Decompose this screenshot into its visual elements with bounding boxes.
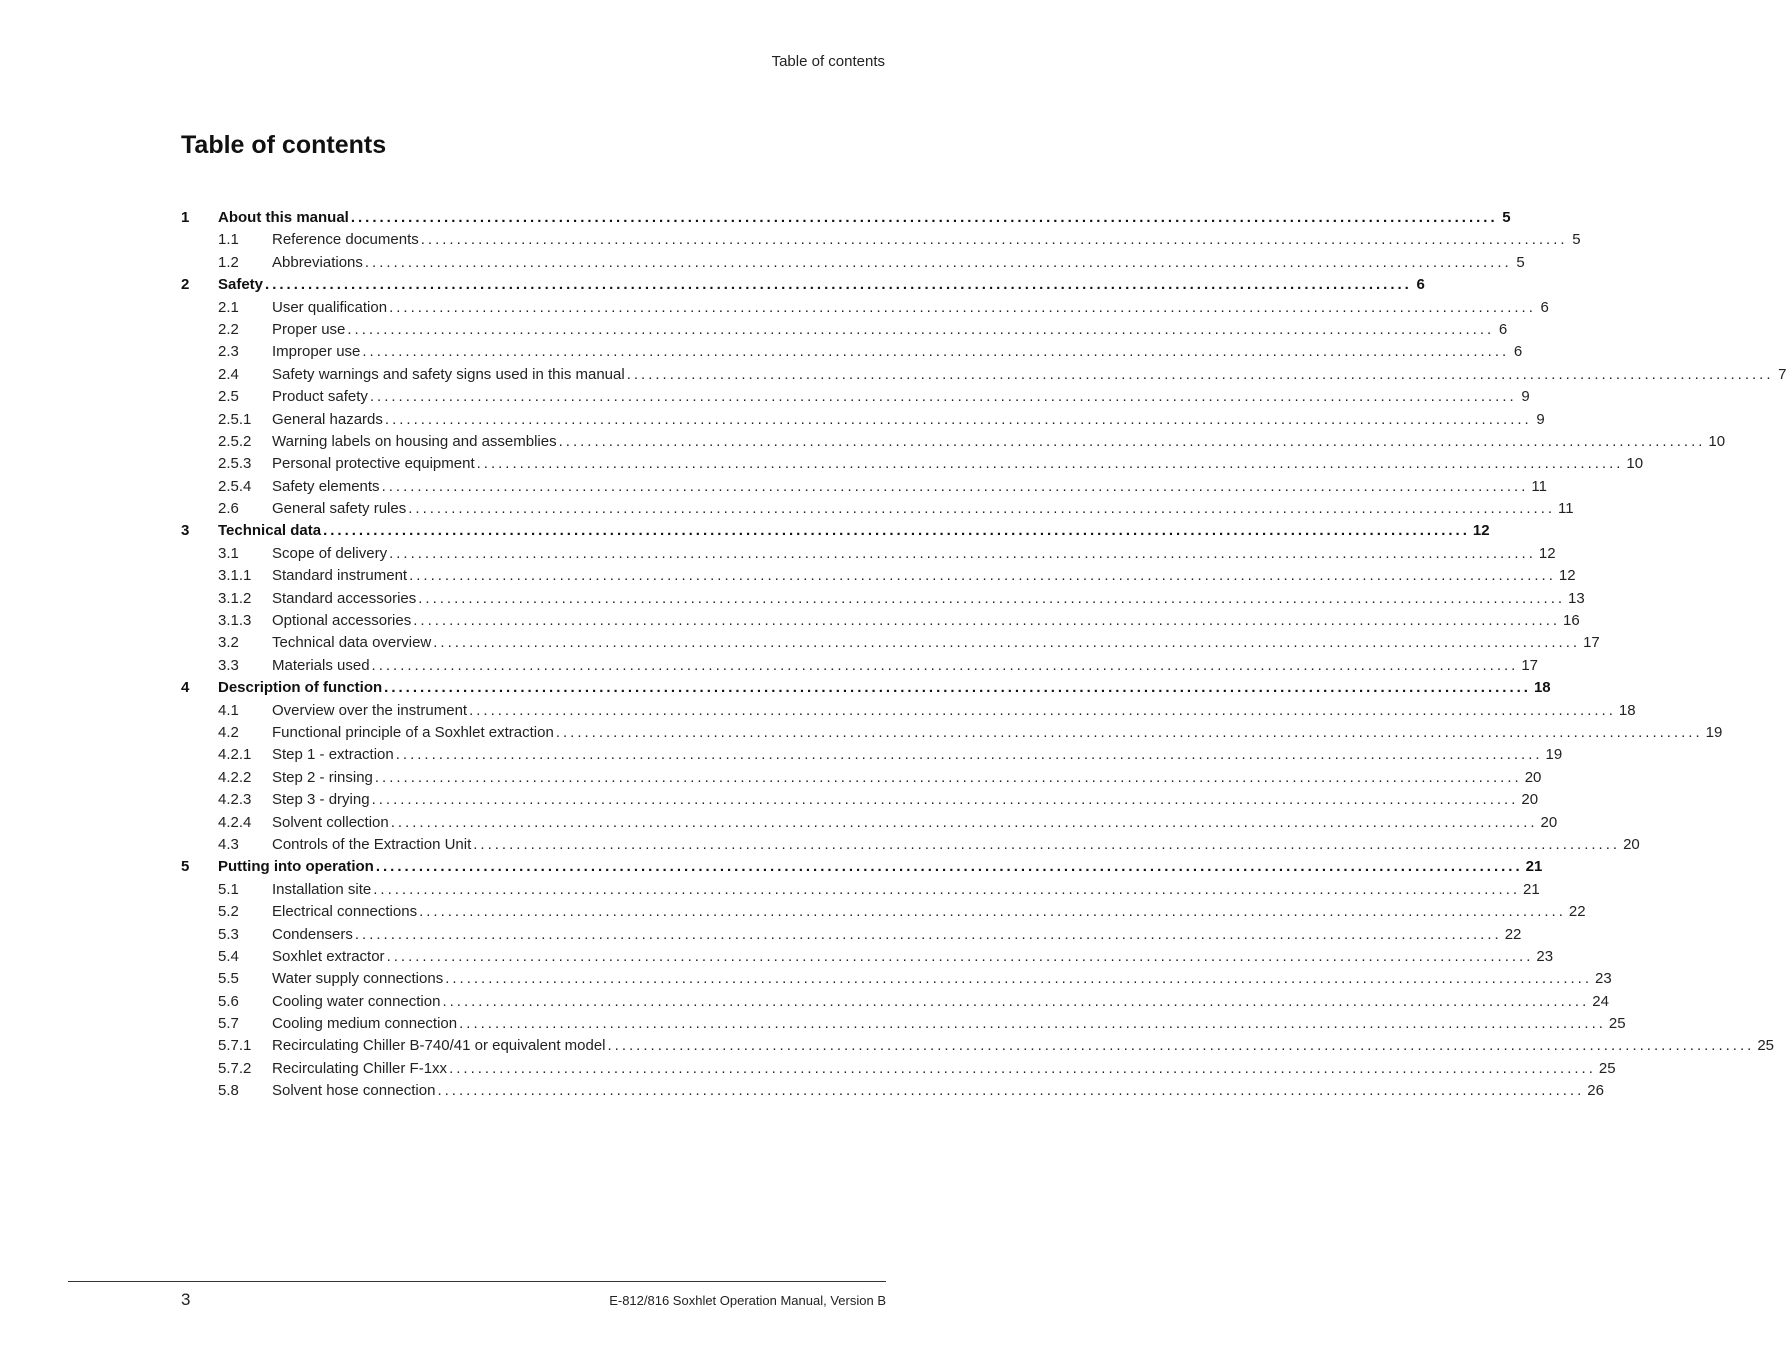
dot-leader: ................................................................................................................................................................ [408,500,1556,518]
toc-section-entry[interactable] [181,946,1554,968]
dot-leader: ................................................................................................................................................................ [347,320,1495,338]
toc-section-entry[interactable] [181,1013,1626,1035]
toc-section-entry[interactable] [181,453,1644,475]
toc-entry-title: Scope of delivery [272,544,388,562]
toc-entry-page: 12 [1558,567,1576,585]
toc-entry-page: 25 [1757,1037,1774,1055]
toc-entry-title: User qualification [272,298,388,316]
toc-entry-line [272,879,1540,901]
toc-section-entry[interactable] [181,968,1612,990]
toc-entry-line [272,1035,1774,1057]
toc-entry-line [218,677,1551,699]
toc-entry-page: 11 [1531,477,1547,495]
toc-entry-title: Solvent collection [272,813,389,831]
toc-section-entry[interactable] [181,655,1539,677]
toc-entry-title: Warning labels on housing and assemblies [272,432,557,450]
table-of-contents [181,207,1787,1103]
toc-entry-page: 6 [1513,343,1523,361]
toc-section-entry[interactable] [181,341,1523,363]
toc-entry-title: Recirculating Chiller F-1xx [272,1059,448,1077]
toc-entry-page: 20 [1524,768,1542,786]
toc-entry-number: 2.6 [218,500,239,518]
toc-entry-number: 2.4 [218,365,239,383]
toc-entry-title: Abbreviations [272,253,363,271]
dot-leader: ................................................................................................................................................................ [420,231,1568,249]
dot-leader: ................................................................................................................................................................ [362,343,1510,361]
toc-entry-line [272,498,1574,520]
dot-leader: ................................................................................................................................................................ [265,276,1412,294]
toc-section-entry[interactable] [181,1035,1774,1057]
dot-leader: ................................................................................................................................................................ [442,992,1590,1010]
toc-entry-line [272,431,1726,453]
toc-section-entry[interactable] [181,924,1522,946]
toc-entry-line [272,476,1547,498]
toc-entry-page: 12 [1472,522,1490,540]
toc-entry-title: Solvent hose connection [272,1082,436,1100]
toc-entry-line [272,386,1530,408]
dot-leader: ................................................................................................................................................................ [375,858,1523,876]
toc-entry-number: 2.5.4 [218,477,252,495]
toc-section-entry[interactable] [181,229,1581,251]
toc-entry-number: 2.1 [218,298,239,316]
toc-entry-number: 2.5 [218,388,239,406]
toc-entry-number: 4.2.4 [218,813,252,831]
dot-leader: ................................................................................................................................................................ [381,477,1529,495]
toc-entry-line [272,946,1554,968]
dot-leader: ................................................................................................................................................................ [386,947,1534,965]
toc-entry-title: Overview over the instrument [272,701,468,719]
toc-section-entry[interactable] [181,319,1508,341]
toc-entry-title: Recirculating Chiller B-740/41 or equivalent model [272,1037,606,1055]
toc-entry-line [272,252,1525,274]
dot-leader: ................................................................................................................................................................ [371,656,1519,674]
toc-entry-number: 5.4 [218,947,239,965]
toc-entry-page: 19 [1705,723,1723,741]
toc-entry-page: 12 [1538,544,1556,562]
dot-leader: ................................................................................................................................................................ [390,813,1538,831]
toc-entry-page: 22 [1504,925,1522,943]
page-number: 3 [181,1290,191,1309]
toc-entry-title: Reference documents [272,231,419,249]
dot-leader: ................................................................................................................................................................ [350,209,1498,226]
dot-leader: ................................................................................................................................................................ [459,1015,1606,1033]
dot-leader: ................................................................................................................................................................ [419,903,1566,921]
dot-leader: ................................................................................................................................................................ [433,634,1581,652]
toc-entry-line [218,856,1543,878]
toc-entry-title: Safety elements [272,477,380,495]
toc-entry-number: 1.2 [218,253,239,271]
toc-entry-number: 1 [181,209,190,226]
dot-leader: ................................................................................................................................................................ [373,880,1521,898]
dot-leader: ................................................................................................................................................................ [374,768,1522,786]
dot-leader: ................................................................................................................................................................ [449,1059,1596,1077]
dot-leader: ................................................................................................................................................................ [626,365,1774,383]
toc-entry-line [272,767,1542,789]
dot-leader: ................................................................................................................................................................ [354,925,1502,943]
dot-leader: ................................................................................................................................................................ [409,567,1556,585]
toc-section-entry[interactable] [181,722,1723,744]
toc-entry-number: 5.7.2 [218,1059,252,1077]
toc-entry-number: 3.2 [218,634,239,652]
toc-entry-page: 16 [1563,612,1580,630]
dot-leader: ................................................................................................................................................................ [323,522,1470,540]
document-info: E-812/816 Soxhlet Operation Manual, Version B [609,1293,886,1308]
toc-entry-page: 10 [1708,432,1726,450]
toc-entry-title: Product safety [272,388,368,406]
toc-entry-number: 1.1 [218,231,239,249]
toc-entry-title: General hazards [272,410,383,428]
toc-entry-title: Putting into operation [218,858,374,876]
toc-entry-number: 5.2 [218,903,239,921]
toc-entry-page: 5 [1502,209,1511,226]
toc-entry-number: 3.1.3 [218,612,252,630]
toc-entry-title: Cooling medium connection [272,1015,458,1033]
toc-entry-page: 23 [1595,970,1612,988]
dot-leader: ................................................................................................................................................................ [555,723,1703,741]
toc-section-entry[interactable] [181,767,1542,789]
toc-section-entry[interactable] [181,834,1640,856]
toc-entry-number: 3.1.1 [218,567,252,585]
toc-section-entry[interactable] [181,386,1530,408]
toc-entry-line [272,1013,1626,1035]
dot-leader: ................................................................................................................................................................ [476,455,1624,473]
footer-rule [68,1281,886,1282]
dot-leader: ................................................................................................................................................................ [607,1037,1755,1055]
toc-entry-title: Controls of the Extraction Unit [272,835,472,853]
toc-entry-title: Condensers [272,925,353,943]
toc-entry-line [272,700,1636,722]
toc-entry-line [272,924,1522,946]
toc-entry-number: 2.5.1 [218,410,252,428]
dot-leader: ................................................................................................................................................................ [371,791,1519,809]
toc-section-entry[interactable] [181,409,1545,431]
toc-entry-number: 4.2 [218,723,239,741]
toc-entry-title: Functional principle of a Soxhlet extraction [272,723,554,741]
toc-entry-line [272,632,1600,654]
toc-chapter-entry[interactable] [181,274,1425,296]
toc-entry-title: Standard instrument [272,567,408,585]
toc-section-entry[interactable] [181,476,1547,498]
toc-entry-number: 4.3 [218,835,239,853]
toc-entry-page: 19 [1545,746,1563,764]
toc-entry-page: 17 [1521,656,1539,674]
toc-entry-page: 20 [1521,791,1539,809]
toc-entry-number: 2 [181,276,190,294]
toc-entry-line [218,520,1490,542]
toc-entry-title: Description of function [218,679,383,697]
toc-section-entry[interactable] [181,297,1549,319]
dot-leader: ................................................................................................................................................................ [364,253,1512,271]
dot-leader: ................................................................................................................................................................ [389,544,1536,562]
toc-entry-number: 5.3 [218,925,239,943]
toc-entry-number: 2.5.2 [218,432,252,450]
toc-section-entry[interactable] [181,543,1556,565]
toc-section-entry[interactable] [181,1080,1604,1102]
toc-entry-page: 5 [1572,231,1581,249]
toc-entry-page: 24 [1592,992,1609,1010]
dot-leader: ................................................................................................................................................................ [418,589,1566,607]
toc-entry-page: 7 [1778,365,1787,383]
toc-section-entry[interactable] [181,812,1558,834]
toc-entry-title: Safety [218,276,264,294]
dot-leader: ................................................................................................................................................................ [395,746,1543,764]
toc-entry-title: Step 2 - rinsing [272,768,373,786]
toc-entry-title: Optional accessories [272,612,412,630]
toc-section-entry[interactable] [181,498,1574,520]
toc-entry-line [272,319,1508,341]
toc-entry-page: 23 [1536,947,1554,965]
toc-section-entry[interactable] [181,632,1600,654]
toc-entry-page: 17 [1583,634,1600,652]
toc-entry-title: Water supply connections [272,970,444,988]
toc-section-entry[interactable] [181,364,1787,386]
toc-entry-title: Step 3 - drying [272,791,370,809]
toc-entry-line [272,991,1609,1013]
toc-entry-line [272,565,1576,587]
toc-entry-number: 2.5.3 [218,455,252,473]
dot-leader: ................................................................................................................................................................ [384,679,1531,697]
toc-chapter-entry[interactable] [181,520,1490,542]
toc-entry-page: 25 [1608,1015,1626,1033]
toc-entry-number: 4 [181,679,190,697]
toc-entry-title: Technical data [218,522,322,540]
toc-entry-number: 3 [181,522,190,540]
toc-entry-line [272,297,1549,319]
toc-section-entry[interactable] [181,991,1609,1013]
dot-leader: ................................................................................................................................................................ [389,298,1536,316]
toc-entry-line [272,610,1580,632]
toc-entry-line [272,901,1586,923]
toc-entry-line [272,453,1644,475]
toc-chapter-entry[interactable] [181,677,1551,699]
toc-entry-title: Safety warnings and safety signs used in this manual [272,365,625,383]
toc-entry-line [272,341,1523,363]
toc-entry-number: 4.2.2 [218,768,252,786]
toc-entry-line [272,655,1539,677]
toc-entry-number: 5.7.1 [218,1037,252,1055]
toc-entry-number: 4.2.1 [218,746,252,764]
toc-entry-page: 6 [1540,298,1549,316]
toc-entry-page: 6 [1416,276,1425,294]
toc-entry-line [272,364,1787,386]
dot-leader: ................................................................................................................................................................ [437,1082,1585,1100]
toc-entry-number: 5.1 [218,880,239,898]
toc-entry-line [272,789,1539,811]
dot-leader: ................................................................................................................................................................ [369,388,1517,406]
toc-entry-title: Proper use [272,320,346,338]
toc-entry-page: 21 [1523,880,1540,898]
toc-entry-page: 20 [1540,813,1558,831]
toc-entry-line [272,588,1585,610]
toc-entry-line [272,1058,1616,1080]
toc-section-entry[interactable] [181,901,1586,923]
dot-leader: ................................................................................................................................................................ [469,701,1616,719]
toc-entry-line [272,812,1558,834]
toc-chapter-entry[interactable] [181,856,1543,878]
toc-entry-page: 6 [1498,320,1508,338]
toc-entry-line [218,207,1511,229]
toc-section-entry[interactable] [181,1058,1616,1080]
toc-section-entry[interactable] [181,744,1563,766]
toc-entry-line [272,722,1723,744]
toc-entry-number: 5 [181,858,190,876]
toc-entry-number: 2.3 [218,343,239,361]
toc-entry-line [272,543,1556,565]
toc-entry-page: 9 [1521,388,1530,406]
dot-leader: ................................................................................................................................................................ [473,835,1621,853]
toc-entry-title: Electrical connections [272,903,418,921]
toc-entry-page: 20 [1623,835,1640,853]
toc-chapter-entry[interactable] [181,207,1511,229]
toc-entry-number: 3.1.2 [218,589,252,607]
toc-entry-title: About this manual [218,209,349,226]
toc-entry-number: 5.8 [218,1082,239,1100]
toc-entry-page: 5 [1516,253,1525,271]
page-title: Table of contents [181,131,387,159]
toc-entry-number: 3.3 [218,656,239,674]
toc-entry-title: Standard accessories [272,589,417,607]
toc-entry-number: 5.7 [218,1015,239,1033]
toc-entry-page: 21 [1525,858,1543,876]
toc-entry-line [272,409,1545,431]
dot-leader: ................................................................................................................................................................ [558,432,1706,450]
toc-entry-title: Improper use [272,343,361,361]
toc-entry-number: 2.2 [218,320,239,338]
toc-entry-line [272,744,1563,766]
toc-section-entry[interactable] [181,565,1576,587]
toc-section-entry[interactable] [181,588,1585,610]
toc-entry-line [272,834,1640,856]
toc-entry-title: Personal protective equipment [272,455,475,473]
toc-section-entry[interactable] [181,789,1539,811]
toc-section-entry[interactable] [181,700,1636,722]
toc-section-entry[interactable] [181,431,1726,453]
toc-entry-title: General safety rules [272,500,407,518]
toc-entry-title: Materials used [272,656,370,674]
toc-entry-page: 13 [1568,589,1585,607]
toc-entry-title: Step 1 - extraction [272,746,394,764]
toc-entry-line [272,1080,1604,1102]
running-header: Table of contents [771,53,885,70]
toc-entry-number: 3.1 [218,544,239,562]
toc-entry-line [218,274,1425,296]
toc-entry-title: Installation site [272,880,372,898]
toc-entry-title: Soxhlet extractor [272,947,385,965]
toc-entry-page: 11 [1558,500,1574,518]
toc-entry-title: Technical data overview [272,634,432,652]
toc-entry-page: 18 [1533,679,1551,697]
toc-entry-page: 25 [1598,1059,1616,1077]
toc-entry-page: 9 [1536,410,1545,428]
toc-entry-page: 10 [1626,455,1644,473]
toc-section-entry[interactable] [181,879,1540,901]
dot-leader: ................................................................................................................................................................ [445,970,1592,988]
toc-entry-line [272,229,1581,251]
toc-entry-title: Cooling water connection [272,992,441,1010]
toc-entry-page: 26 [1587,1082,1604,1100]
toc-entry-number: 4.1 [218,701,239,719]
toc-entry-page: 22 [1568,903,1586,921]
dot-leader: ................................................................................................................................................................ [413,612,1561,630]
toc-section-entry[interactable] [181,252,1525,274]
toc-entry-line [272,968,1612,990]
toc-entry-number: 4.2.3 [218,791,252,809]
toc-section-entry[interactable] [181,610,1580,632]
toc-entry-page: 18 [1618,701,1636,719]
dot-leader: ................................................................................................................................................................ [384,410,1532,428]
toc-entry-number: 5.6 [218,992,239,1010]
toc-entry-number: 5.5 [218,970,239,988]
